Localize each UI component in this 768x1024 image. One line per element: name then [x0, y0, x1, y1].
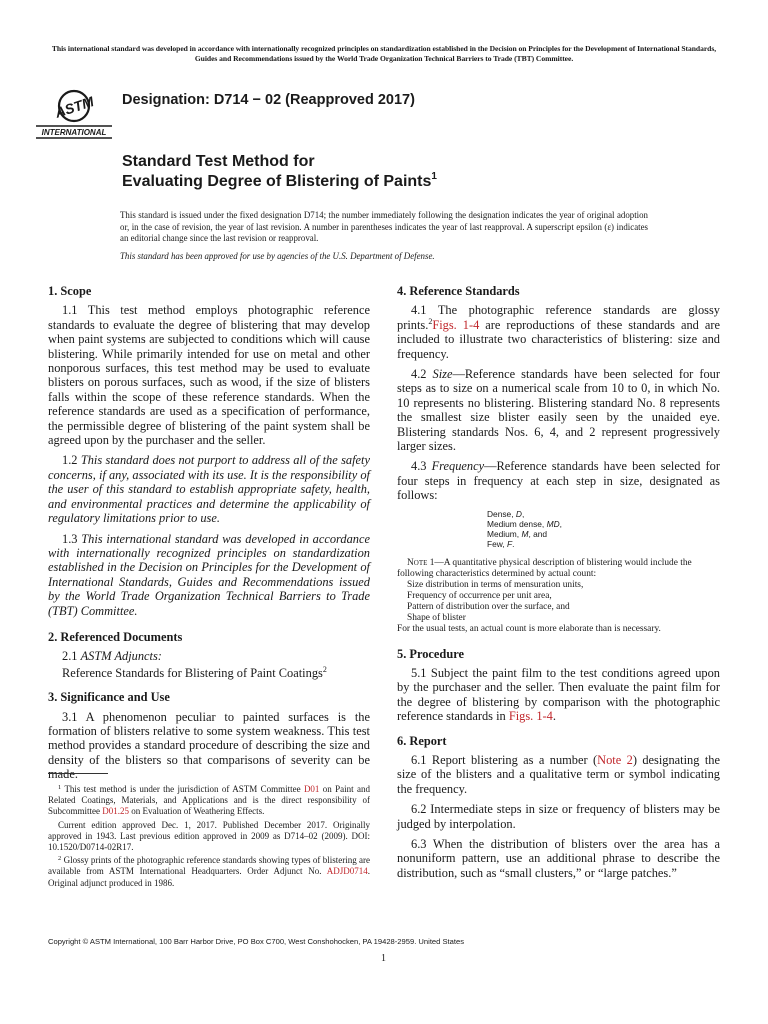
footnotes — [48, 784, 370, 891]
footnote-ref-2b[interactable]: 2 — [428, 316, 433, 326]
section-heading-referenced-documents: 2. Referenced Documents — [48, 629, 183, 644]
para-1-3: 1.3 This international standard was developed in accordance with internationally recognized principles on standardization established in the Decision on Principles for the Development of International Standards, Guides and Recommendations issued by the World Trade Organization Technical Barriers to Trade (TBT) Committee. — [48, 531, 370, 618]
section-heading-report: 6. Report — [397, 733, 447, 748]
copyright-line: Copyright © ASTM International, 100 Barr Harbor Drive, PO Box C700, West Conshohocken, PA 19428-2959. United States — [48, 937, 465, 946]
note-item: Size distribution in terms of mensuration units, — [407, 579, 584, 590]
frequency-item: Few, F. — [487, 539, 515, 550]
para-4-1: 4.1 The photographic reference standards are glossy prints.$^2$Figs. 1-4 are reproductions of these standards and are included to illustrate two characteristics of blistering: size and frequency. — [397, 303, 720, 361]
frequency-item: Dense, D, — [487, 508, 525, 519]
astm-logo — [32, 82, 116, 140]
footnote-divider — [48, 773, 108, 774]
link-figs-1-4[interactable]: Figs. 1-4 — [432, 317, 480, 332]
title-line-2: Evaluating Degree of Blistering of Paints$^1$ — [122, 171, 437, 190]
para-4-2: 4.2 Size—Reference standards have been selected for four steps as to size on a numerical scale from 10 to 0, in which No. 10 represents no blistering. Blistering standard No. 8 represents the smallest size blister easily seen by the unaided eye. Blistering standards Nos. 6, 4, and 2 represent progressively larger sizes. — [397, 367, 720, 454]
note-item: Shape of blister — [407, 612, 466, 623]
defense-approval: This standard has been approved for use by agencies of the U.S. Department of Defense. — [120, 251, 435, 261]
section-heading-reference-standards: 4. Reference Standards — [397, 284, 520, 298]
title-line-1: Standard Test Method for — [122, 153, 315, 170]
issuance-statement: This standard is issued under the fixed designation D714; the number immediately following the designation indicates the year of original adoption or, in the case of revision, the year of last revision. A number in parentheses indicates the year of last reapproval. A superscript epsilon (ε) indicates an editorial change since the last revision or reapproval. — [120, 210, 648, 243]
para-6-2: 6.2 Intermediate steps in size or frequency of blisters may be judged by interpolation. — [397, 802, 720, 831]
document-title — [122, 152, 437, 192]
adjunct-item: Reference Standards for Blistering of Paint Coatings$^2$ — [62, 664, 327, 680]
right-column — [397, 284, 720, 886]
note-item: Frequency of occurrence per unit area, — [407, 590, 552, 601]
section-heading-procedure: 5. Procedure — [397, 646, 464, 661]
para-1-2: 1.2 This standard does not purport to address all of the safety concerns, if any, associated with its use. It is the responsibility of the user of this standard to establish appropriate safety, health, and environmental practices and determine the applicability of regulatory limitations prior to use. — [48, 453, 370, 526]
link-note-2[interactable]: Note 2 — [597, 752, 633, 767]
footnote-1: $^1$ This test method is under the jurisdiction of ASTM Committee D01 on Paint and Related Coatings, Materials, and Applications and is the direct responsibility of Subcommittee D01.25 on Evaluation of Weathering Effects. — [48, 784, 370, 817]
logo-text: ASTM — [52, 93, 96, 121]
para-6-1: 6.1 Report blistering as a number (Note 2) designating the size of the blisters and a qualitative term or symbol indicating the frequency. — [397, 752, 720, 796]
para-4-3: 4.3 Frequency—Reference standards have been selected for four steps in frequency at each step in size, designated as follows: — [397, 459, 721, 503]
frequency-list — [487, 509, 720, 550]
left-column — [48, 284, 370, 788]
link-adjd0714[interactable]: ADJD0714 — [326, 866, 368, 877]
designation: Designation: D714 − 02 (Reapproved 2017) — [122, 92, 415, 108]
link-d01[interactable]: D01 — [303, 784, 320, 794]
footnote-ref-2[interactable]: 2 — [322, 664, 327, 674]
section-heading-scope: 1. Scope — [48, 284, 92, 298]
para-3-1: 3.1 A phenomenon peculiar to painted surfaces is the formation of blisters relative to some system weakness. This test method provides a standard procedure of describing the size and density of the blisters so that comparisons of severity can be made. — [48, 709, 370, 782]
footnote-1-edition: Current edition approved Dec. 1, 2017. Published December 2017. Originally approved in 1943. Last previous edition approved in 2009 as D714–02 (2009). DOI: 10.1520/D0714-02R17. — [48, 819, 370, 853]
note-item: Pattern of distribution over the surface, and — [407, 601, 570, 612]
tbt-notice: This international standard was developed in accordance with internationally recognized principles on standardization established in the Decision on Principles for the Development of International Standards, Guides and Recommendations issued by the World Trade Organization Technical Barriers to Trade (TBT) Committee. — [51, 44, 717, 63]
frequency-item: Medium, M, and — [487, 529, 548, 540]
logo-subtext: INTERNATIONAL — [41, 128, 107, 137]
section-heading-significance: 3. Significance and Use — [48, 690, 170, 705]
page-number: 1 — [381, 953, 386, 964]
note-1: Note 1—A quantitative physical description of blistering would include the following characteristics determined by actual count: Size distribution in terms of mensuration units, Frequency of occurrence per unit area, Pattern of distribution over the surface, and Shape of blister For the usual tests, an actual count is more elaborate than is necessary. — [397, 558, 720, 635]
note-1-label: Note 1 — [407, 557, 435, 568]
para-2-1: 2.1 ASTM Adjuncts: — [62, 649, 162, 664]
title-footnote-ref[interactable]: 1 — [431, 171, 437, 182]
note-1-end: For the usual tests, an actual count is more elaborate than is necessary. — [397, 623, 661, 634]
para-1-1: 1.1 This test method employs photographic reference standards to evaluate the degree of blistering that may develop when paint systems are subjected to conditions which will cause blistering. While primarily intended for use on metal and other nonporous surfaces, this test method may be used to evaluate blisters on porous surfaces, such as wood, if the size of blisters falls within the scope of these reference standards. When the reference standards are used as a specification of performance, the permissible degree of blistering of the paint system shall be agreed upon by the purchaser and the seller. — [48, 303, 370, 448]
link-figs-1-4-procedure[interactable]: Figs. 1-4 — [508, 709, 553, 724]
link-d01-25[interactable]: D01.25 — [102, 806, 129, 817]
footnote-2: $^2$ Glossy prints of the photographic reference standards showing types of blistering are available from ASTM International Headquarters. Order Adjunct No. ADJD0714. Original adjunct produced in 1986. — [48, 855, 370, 888]
para-5-1: 5.1 Subject the paint film to the test conditions agreed upon by the purchaser and the seller. Then evaluate the paint film for the degree of blistering by comparison with the photographic reference standards in Figs. 1-4. — [397, 665, 720, 724]
frequency-item: Medium dense, MD, — [487, 518, 562, 529]
para-6-3: 6.3 When the distribution of blisters over the area has a nonuniform pattern, use an additional phrase to describe the distribution, such as “small clusters,” or “large patches.” — [397, 836, 720, 880]
